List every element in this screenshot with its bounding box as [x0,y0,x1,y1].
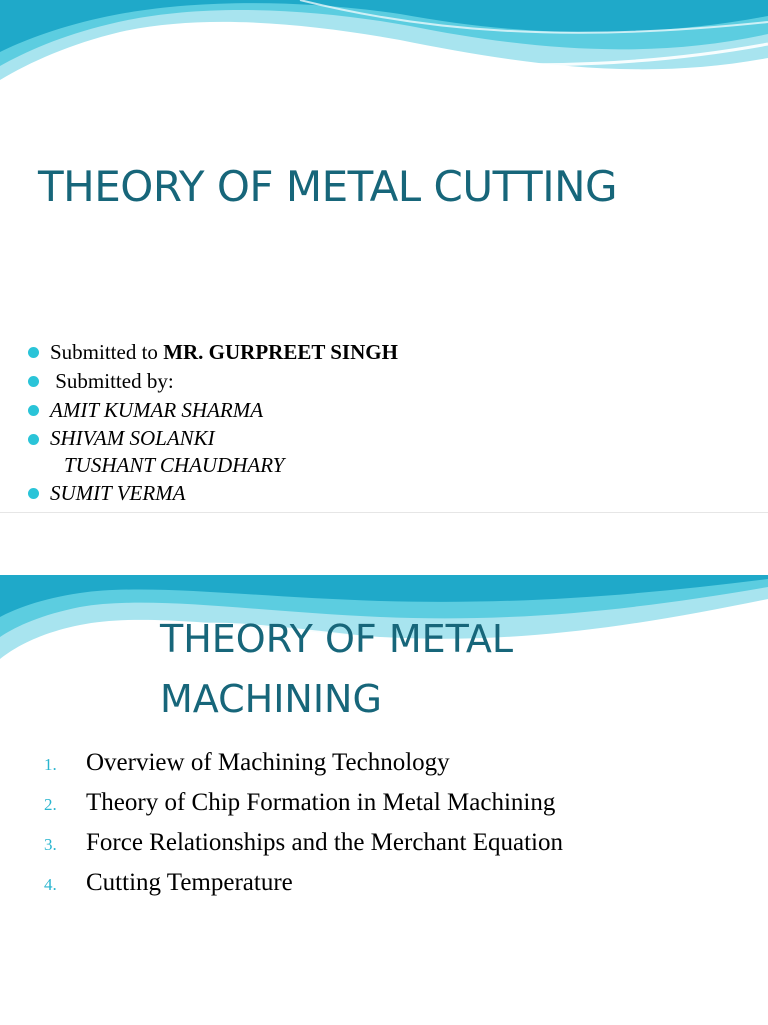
slide-1 [0,0,768,512]
item-text: Force Relationships and the Merchant Equation [86,829,563,856]
title-line-1: THEORY OF METAL [160,617,514,661]
item-number: 1. [44,755,57,774]
item-text: Theory of Chip Formation in Metal Machining [86,789,556,816]
wave-decoration [0,0,768,110]
list-item [26,479,398,508]
slide-2 [0,512,768,1025]
list-item [26,425,398,479]
list-item [26,367,398,396]
title-line-2: MACHINING [160,677,382,721]
member-name: AMIT KUMAR SHARMA [50,398,264,422]
member-name: TUSHANT CHAUDHARY [64,453,285,477]
submitted-by-label: Submitted by: [55,369,174,393]
submission-list [26,338,398,508]
member-name: SUMIT VERMA [50,481,186,505]
item-text: Cutting Temperature [86,869,293,896]
item-number: 2. [44,795,57,814]
list-item [44,783,563,823]
slide-title: THEORY OF METAL CUTTING [38,162,618,211]
item-number: 4. [44,875,57,894]
list-item [44,823,563,863]
list-item [26,338,398,367]
submitted-to-label: Submitted to [50,340,164,364]
slide-title [160,609,513,729]
topic-list [44,743,563,903]
supervisor-name: MR. GURPREET SINGH [163,340,398,364]
list-item [44,863,563,903]
member-name: SHIVAM SOLANKI [50,426,215,450]
item-number: 3. [44,835,57,854]
list-item [44,743,563,783]
item-text: Overview of Machining Technology [86,749,450,776]
list-item [26,396,398,425]
